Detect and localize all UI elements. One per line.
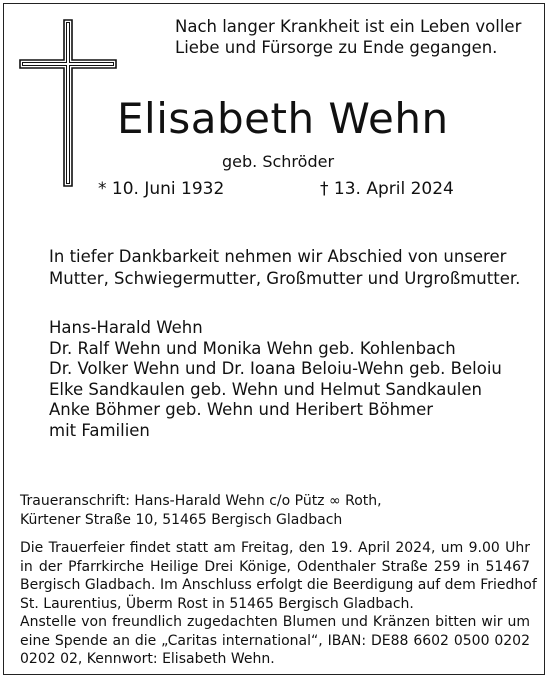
intro-line: Nach langer Krankheit ist ein Leben voller	[175, 17, 522, 36]
details-line: Die Trauerfeier findet statt am Freitag, den 19. April 2024, um 9.00 Uhr	[20, 540, 530, 556]
thanks-text	[49, 246, 529, 290]
mourners-list	[49, 318, 529, 441]
birth-date: * 10. Juni 1932	[98, 179, 225, 199]
mourner: Elke Sandkaulen geb. Wehn und Helmut Sandkaulen	[49, 379, 482, 399]
thanks-line: In tiefer Dankbarkeit nehmen wir Abschied von unserer	[49, 247, 507, 266]
maiden-name: geb. Schröder	[222, 152, 335, 171]
mourner: mit Familien	[49, 420, 150, 440]
deceased-name: Elisabeth Wehn	[117, 94, 449, 143]
details-line: 0202 02, Kennwort: Elisabeth Wehn.	[20, 651, 275, 667]
cross-icon	[18, 18, 118, 188]
address-line: Kürtener Straße 10, 51465 Bergisch Gladbach	[20, 511, 343, 528]
details-line: Bergisch Gladbach. Im Anschluss erfolgt die Beerdigung auf dem Friedhof	[20, 577, 537, 593]
mourner: Hans-Harald Wehn	[49, 318, 203, 337]
details-line: Anstelle von freundlich zugedachten Blumen und Kränzen bitten wir um	[20, 614, 530, 630]
mourner: Anke Böhmer geb. Wehn und Heribert Böhmer	[49, 400, 434, 419]
intro-text	[175, 16, 535, 58]
mourner: Dr. Ralf Wehn und Monika Wehn geb. Kohlenbach	[49, 338, 456, 358]
details-line: in der Pfarrkirche Heilige Drei Könige, Odenthaler Straße 259 in 51467	[20, 558, 530, 575]
details-line: eine Spende an die „Caritas international“, IBAN: DE88 6602 0500 0202	[20, 632, 530, 649]
mourner: Dr. Volker Wehn und Dr. Ioana Beloiu-Wehn geb. Beloiu	[49, 359, 502, 378]
service-details	[20, 539, 537, 669]
details-line: St. Laurentius, Überm Rost in 51465 Bergisch Gladbach.	[20, 595, 414, 612]
mourning-address	[20, 492, 530, 529]
intro-line: Liebe und Fürsorge zu Ende gegangen.	[175, 38, 498, 57]
address-line: Traueranschrift: Hans-Harald Wehn c/o Pütz ∞ Roth,	[20, 493, 382, 509]
death-date: † 13. April 2024	[320, 179, 454, 199]
thanks-line: Mutter, Schwiegermutter, Großmutter und Urgroßmutter.	[49, 269, 521, 288]
